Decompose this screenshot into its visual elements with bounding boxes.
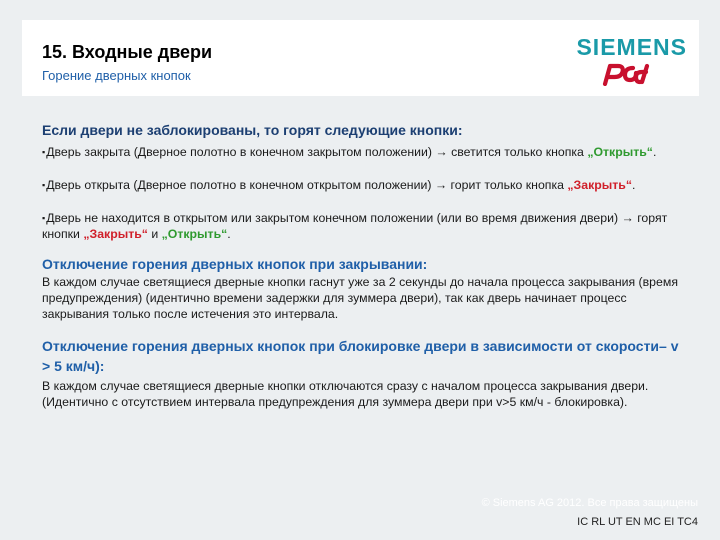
slide-header [22, 20, 699, 96]
bullet-text: ▪ Дверь закрыта (Дверное полотно в конечном закрытом положении) → светится только кнопка [42, 145, 584, 159]
open-button-label: „Открыть“ [587, 145, 653, 159]
page-subtitle: Горение дверных кнопок [42, 68, 191, 83]
conjunction: и [147, 227, 162, 241]
section-closing-text: В каждом случае светящиеся дверные кнопки гаснут уже за 2 секунды до начала процесса закрывания (время предупреждения) (идентично времени задержки для зуммера двери), так как дверь начинает процесс закрывания только после истечения это интервала. [42, 275, 678, 321]
slide-footer [482, 494, 698, 532]
bullet-door-closed [42, 144, 682, 160]
slide-content [42, 122, 682, 410]
department-code: IC RL UT EN MC EI TC4 [577, 516, 698, 528]
bullet-end: . [631, 178, 636, 192]
section-closing-heading: Отключение горения дверных кнопок при закрывании: [42, 256, 428, 272]
intro-heading: Если двери не заблокированы, то горят следующие кнопки: [42, 122, 463, 138]
page-title: 15. Входные двери [42, 42, 213, 62]
copyright-text: © Siemens AG 2012. Все права защищены [481, 497, 698, 509]
bullet-text: ▪ Дверь открыта (Дверное полотно в конечном открытом положении) → горит только кнопка [42, 178, 564, 192]
siemens-logo: SIEMENS [576, 34, 687, 60]
section-blocking-heading: Отключение горения дверных кнопок при блокировке двери в зависимости от скорости– v > 5 км/ч): [42, 338, 679, 374]
bullet-door-moving [42, 210, 682, 242]
rzd-logo-icon [599, 60, 655, 86]
open-button-label: „Открыть“ [161, 227, 228, 241]
bullet-door-open [42, 177, 682, 193]
close-button-label: „Закрыть“ [567, 178, 632, 192]
bullet-end: . [227, 227, 231, 241]
section-blocking-text: В каждом случае светящиеся дверные кнопки отключаются сразу с началом процесса закрывания двери. (Идентично с отсутствием интервала предупреждения для зуммера двери при v>5 км/ч - блокировка). [42, 379, 649, 409]
bullet-end: . [652, 145, 657, 159]
close-button-label: „Закрыть“ [83, 227, 148, 241]
bullet-text: ▪ Дверь не находится в открытом или закрытом конечном положении (или во время движения двери) → горят кнопки [42, 211, 667, 241]
